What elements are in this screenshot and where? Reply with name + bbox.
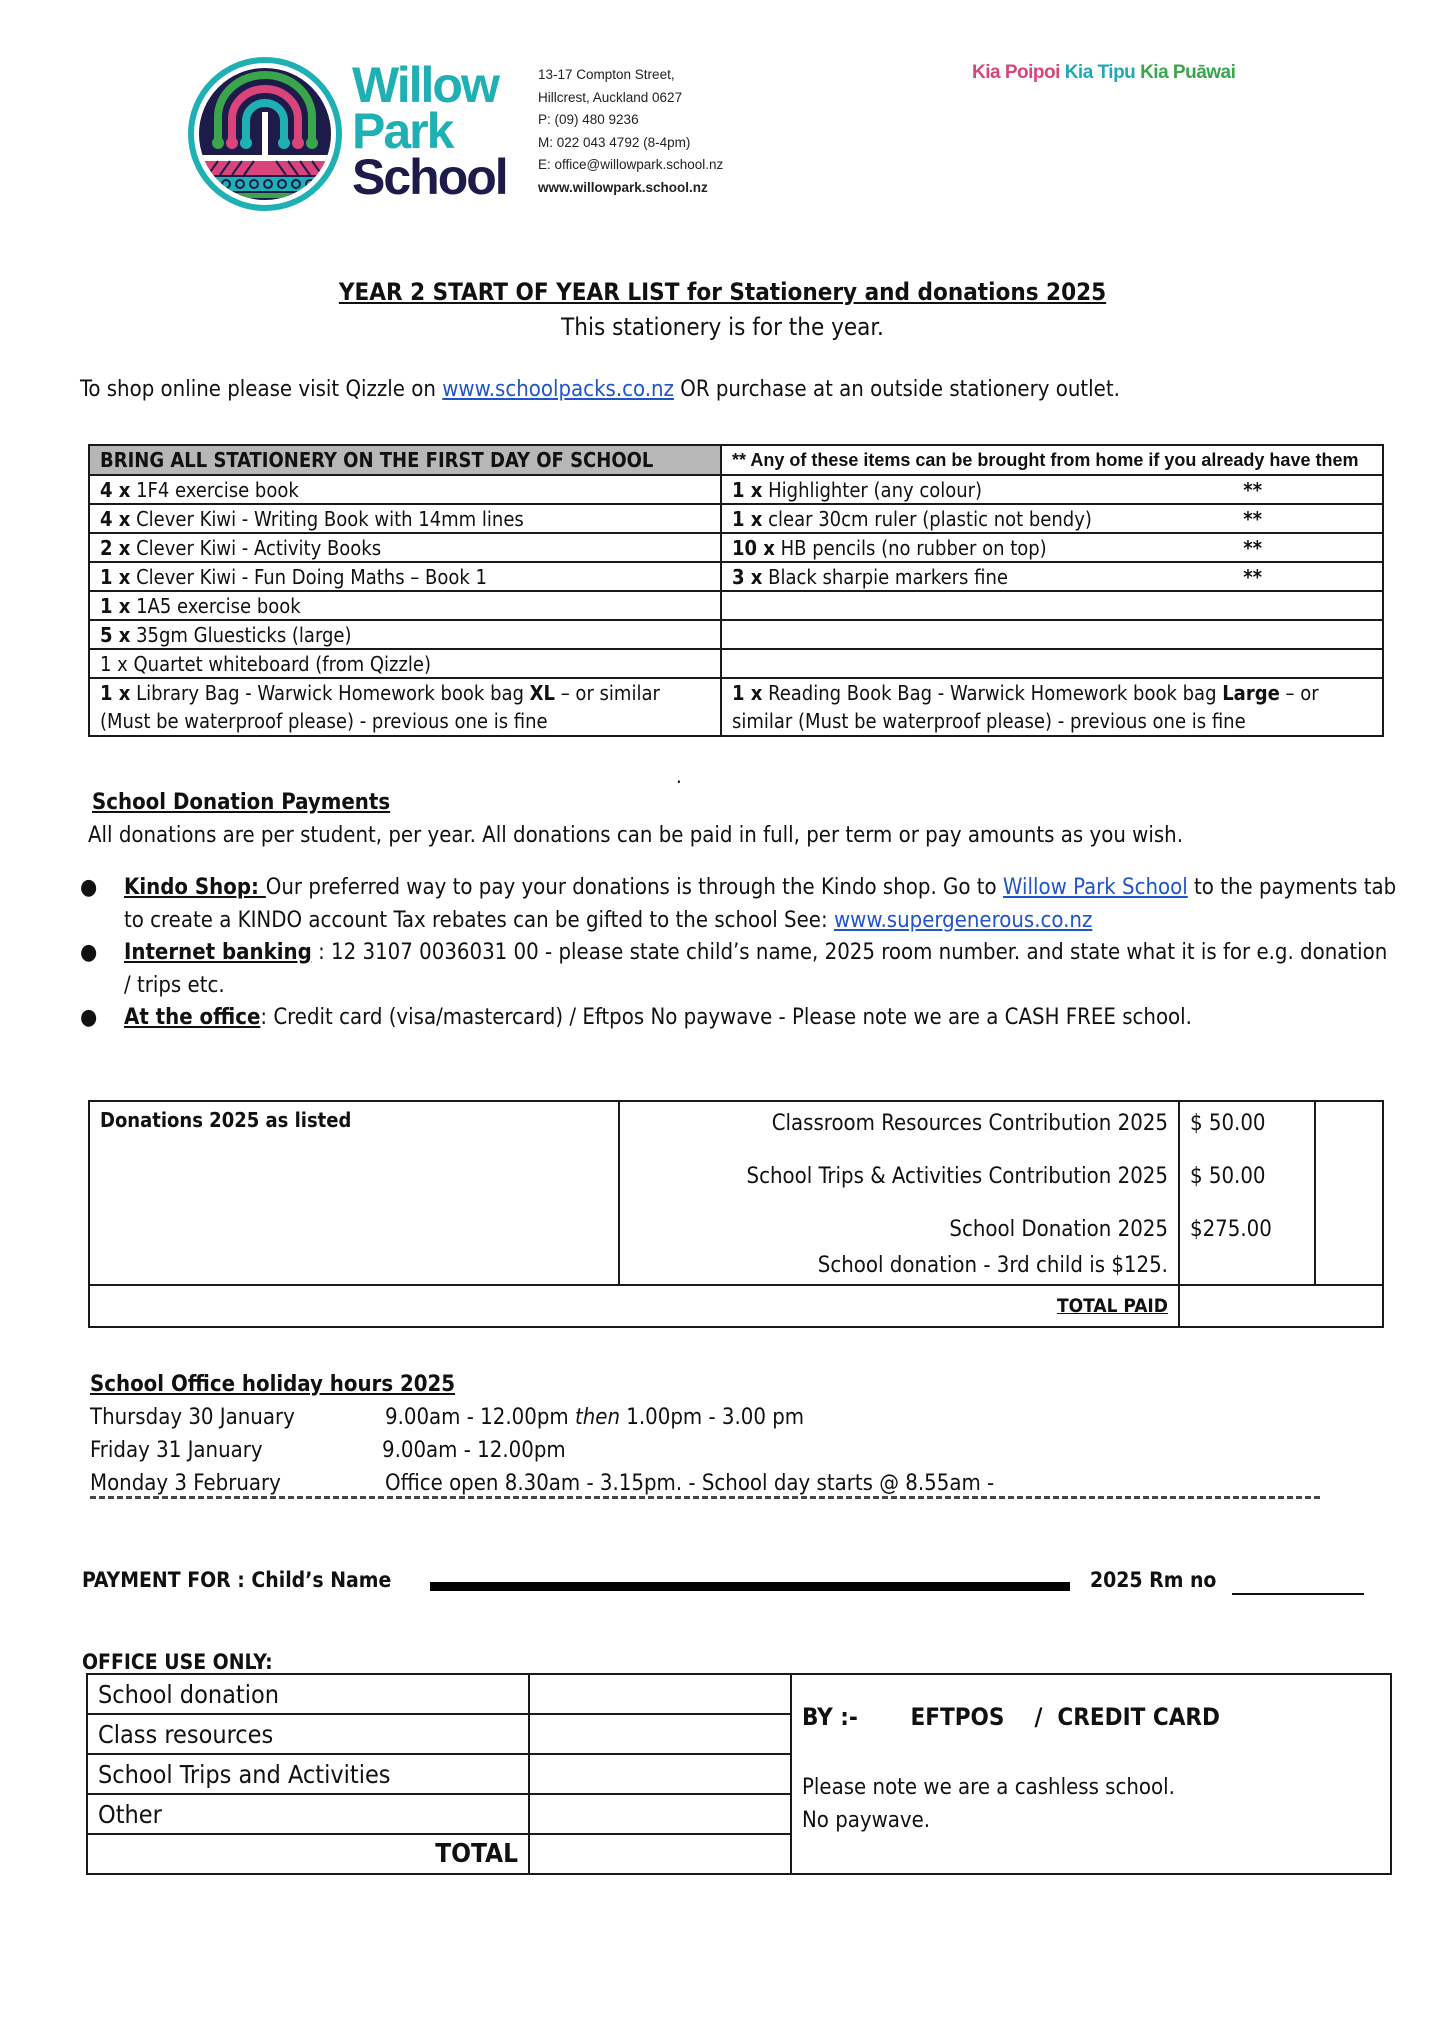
donation-item-name: Classroom Resources Contribution 2025	[771, 1111, 1168, 1136]
empty-cell	[721, 620, 1383, 649]
donation-checkbox-column[interactable]	[1315, 1101, 1383, 1285]
table-row	[89, 678, 1383, 736]
email: E: office@willowpark.school.nz	[538, 157, 724, 172]
hours-day: Monday 3 February	[90, 1471, 281, 1496]
qty: 1 x	[732, 477, 763, 502]
hours-then: then	[574, 1405, 620, 1430]
qty: 1 x	[732, 506, 763, 531]
empty-cell	[721, 649, 1383, 678]
qty: 10 x	[732, 535, 775, 560]
donation-item-name: School Trips & Activities Contribution 2025	[746, 1164, 1168, 1189]
hours-time: 9.00am - 12.00pm	[385, 1405, 575, 1430]
item: Library Bag - Warwick Homework book bag	[130, 681, 530, 705]
donation-amount: $275.00	[1189, 1217, 1272, 1242]
total-paid-row	[89, 1285, 1383, 1327]
hours-day: Friday 31 January	[90, 1438, 263, 1463]
header-bring-all: BRING ALL STATIONERY ON THE FIRST DAY OF SCHOOL	[89, 445, 721, 475]
donations-intro: All donations are per student, per year. All donations can be paid in full, per term or pay amounts as you wish.	[88, 823, 1183, 848]
supergenerous-link[interactable]: www.supergenerous.co.nz	[833, 907, 1093, 933]
office-row-amount[interactable]	[529, 1794, 791, 1834]
office-hours-list	[90, 1401, 994, 1500]
cashless-note	[802, 1771, 1380, 1837]
room-number-label: 2025 Rm no	[1090, 1568, 1217, 1592]
donations-table	[88, 1100, 1384, 1328]
item: 1F4 exercise book	[130, 477, 299, 502]
office-row-amount[interactable]	[529, 1674, 791, 1714]
list-item-kindo	[80, 872, 1400, 937]
optional-marker: **	[1243, 564, 1262, 589]
office-total-amount[interactable]	[529, 1834, 791, 1874]
qty: 3 x	[732, 564, 763, 589]
donations-items-row	[89, 1101, 1383, 1285]
kindo-text-2: to the payments tab to create a KINDO account Tax rebates can be gifted to the school See:	[124, 875, 1397, 933]
office-hours-heading: School Office holiday hours 2025	[90, 1372, 456, 1397]
page-subtitle: This stationery is for the year.	[561, 313, 884, 341]
donation-amount: $ 50.00	[1189, 1111, 1266, 1136]
kindo-text: Our preferred way to pay your donations is through the Kindo shop. Go to	[265, 875, 1003, 900]
total-paid-field[interactable]	[1179, 1285, 1383, 1327]
school-logo-icon	[188, 57, 342, 211]
item: Highlighter (any colour)	[762, 477, 983, 502]
office-text: : Credit card (visa/mastercard) / Eftpos No paywave - Please note we are a CASH FREE school.	[260, 1005, 1192, 1030]
motto-part-3: Kia Puāwai	[1140, 62, 1236, 83]
donation-amounts	[1179, 1101, 1315, 1285]
donations-heading: School Donation Payments	[92, 790, 391, 815]
donation-item-name: School Donation 2025	[949, 1217, 1168, 1242]
table-row	[89, 533, 1383, 562]
qty: 2 x	[100, 535, 131, 560]
bullet-icon: ●	[80, 940, 98, 965]
shop-line	[80, 377, 1120, 402]
donations-label: Donations 2025 as listed	[89, 1101, 619, 1285]
school-motto	[972, 62, 1235, 84]
office-row-label: School donation	[87, 1674, 529, 1714]
table-row	[89, 620, 1383, 649]
payment-methods-list	[80, 872, 1400, 1035]
office-row-amount[interactable]	[529, 1754, 791, 1794]
wordmark-line3: School	[352, 149, 507, 205]
hours-day: Thursday 30 January	[90, 1405, 295, 1430]
school-logo	[188, 57, 342, 211]
address-line1: 13-17 Compton Street,	[538, 67, 675, 82]
hours-time: 9.00am - 12.00pm	[382, 1438, 566, 1463]
office-use-heading: OFFICE USE ONLY:	[82, 1650, 273, 1674]
cut-line-divider	[90, 1496, 1320, 1499]
third-child-note: School donation - 3rd child is $125.	[817, 1253, 1168, 1278]
office-label: At the office	[124, 1005, 261, 1030]
office-row-label: School Trips and Activities	[87, 1754, 529, 1794]
item-note: – or similar (Must be waterproof please) - previous one is fine	[732, 681, 1319, 733]
qty: 4 x	[100, 477, 131, 502]
item: 1A5 exercise book	[130, 593, 301, 618]
cashless-note-line1: Please note we are a cashless school.	[802, 1775, 1175, 1800]
qty: 1 x	[100, 593, 131, 618]
stationery-table	[88, 444, 1384, 737]
by-label: BY :-	[802, 1703, 858, 1731]
kindo-label: Kindo Shop:	[124, 875, 266, 900]
shop-text-after: OR purchase at an outside stationery outlet.	[673, 377, 1120, 402]
willow-park-kindo-link[interactable]: Willow Park School	[1002, 875, 1188, 900]
donation-amount: $ 50.00	[1189, 1164, 1266, 1189]
shop-text-before: To shop online please visit Qizzle on	[80, 377, 443, 402]
office-row-label: Other	[87, 1794, 529, 1834]
table-row	[89, 562, 1383, 591]
header-from-home: ** Any of these items can be brought from home if you already have them	[721, 445, 1383, 475]
donation-item-names	[619, 1101, 1179, 1285]
bag-size: XL	[529, 681, 556, 705]
contact-block	[538, 64, 723, 199]
item: Clever Kiwi - Writing Book with 14mm lines	[130, 506, 524, 531]
table-row	[89, 591, 1383, 620]
table-header-row	[89, 445, 1383, 475]
payment-for-label: PAYMENT FOR : Child’s Name	[82, 1568, 392, 1592]
bullet-icon: ●	[80, 875, 98, 900]
credit-card-option: CREDIT CARD	[1057, 1703, 1220, 1731]
website: www.willowpark.school.nz	[538, 179, 708, 195]
office-use-table	[86, 1673, 1392, 1875]
bag-size: Large	[1222, 681, 1280, 705]
item: Clever Kiwi - Fun Doing Maths – Book 1	[130, 564, 487, 589]
optional-marker: **	[1243, 477, 1262, 502]
room-number-field[interactable]	[1232, 1593, 1364, 1595]
hours-time-2: 1.00pm - 3.00 pm	[620, 1405, 805, 1430]
payment-method	[802, 1703, 1380, 1731]
item: 1 x Quartet whiteboard (from Qizzle)	[100, 651, 431, 676]
item: clear 30cm ruler (plastic not bendy)	[762, 506, 1092, 531]
optional-marker: **	[1243, 506, 1262, 531]
qty: 4 x	[100, 506, 131, 531]
optional-marker: **	[1243, 535, 1262, 560]
office-row-amount[interactable]	[529, 1714, 791, 1754]
cashless-note-line2: No paywave.	[802, 1808, 931, 1833]
office-row-label: Class resources	[87, 1714, 529, 1754]
item: Black sharpie markers fine	[762, 564, 1008, 589]
hours-time: Office open 8.30am - 3.15pm. - School day starts @ 8.55am -	[385, 1471, 995, 1496]
table-row	[87, 1674, 1391, 1714]
qty: 5 x	[100, 622, 131, 647]
item: Reading Book Bag - Warwick Homework book bag	[762, 681, 1223, 705]
schoolpacks-link[interactable]: www.schoolpacks.co.nz	[442, 377, 674, 402]
qty: 1 x	[732, 681, 763, 705]
bullet-icon: ●	[80, 1005, 98, 1030]
total-paid-label: TOTAL PAID	[89, 1285, 1179, 1327]
qty: 1 x	[100, 564, 131, 589]
office-total-label: TOTAL	[87, 1834, 529, 1874]
item-note: – or similar (Must be waterproof please) - previous one is fine	[100, 681, 660, 733]
item: Clever Kiwi - Activity Books	[130, 535, 382, 560]
method-separator: /	[1034, 1703, 1043, 1731]
list-item-office	[80, 1002, 1400, 1035]
motto-part-2: Kia Tipu	[1064, 62, 1136, 83]
school-wordmark	[352, 57, 507, 205]
address-line2: Hillcrest, Auckland 0627	[538, 89, 683, 105]
item: HB pencils (no rubber on top)	[774, 535, 1047, 560]
child-name-field[interactable]	[430, 1582, 1070, 1591]
table-row	[89, 504, 1383, 533]
payment-method-cell	[791, 1674, 1391, 1874]
page-title: YEAR 2 START OF YEAR LIST for Stationery and donations 2025	[338, 278, 1107, 306]
item: 35gm Gluesticks (large)	[130, 622, 352, 647]
banking-text: : 12 3107 0036031 00 - please state child’s name, 2025 room number. and state what it is for e.g. donation / trips etc.	[124, 940, 1388, 998]
hours-row	[90, 1401, 994, 1434]
motto-part-1: Kia Poipoi	[972, 62, 1060, 83]
banking-label: Internet banking	[124, 940, 312, 965]
eftpos-option: EFTPOS	[910, 1703, 1005, 1731]
table-row	[89, 649, 1383, 678]
qty: 1 x	[100, 681, 131, 705]
wordmark-line2: Park	[352, 103, 453, 159]
empty-cell	[721, 591, 1383, 620]
table-row	[89, 475, 1383, 504]
stray-dot: .	[676, 764, 682, 788]
wordmark-line1: Willow	[352, 57, 498, 113]
phone: P: (09) 480 9236	[538, 112, 639, 127]
list-item-internet-banking	[80, 937, 1400, 1002]
mobile: M: 022 043 4792 (8-4pm)	[538, 134, 691, 150]
hours-row	[90, 1434, 994, 1467]
